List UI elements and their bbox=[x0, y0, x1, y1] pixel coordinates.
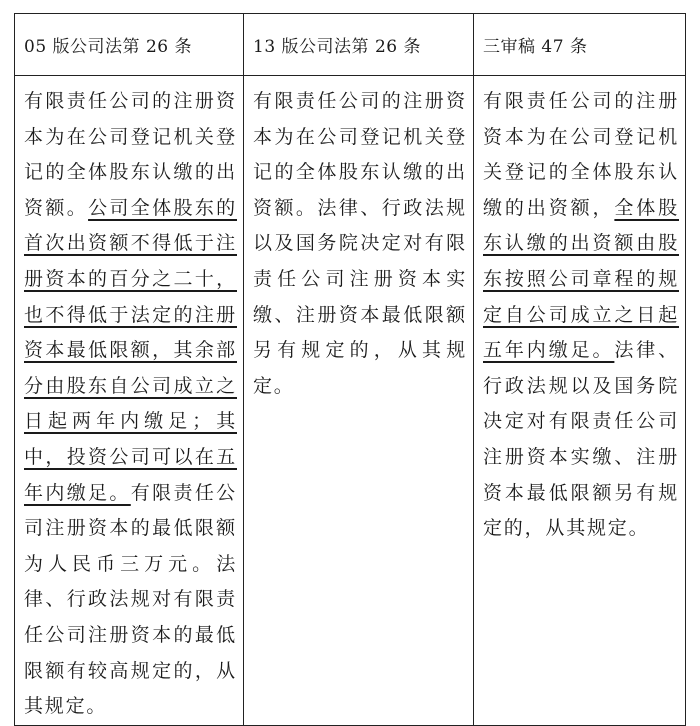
cell-draft3 bbox=[474, 76, 686, 726]
text-draft3-post: 法律、行政法规以及国务院决定对有限责任公司注册资本实缴、注册资本最低限额另有规定的，从其规定。 bbox=[483, 339, 679, 540]
header-2005: 05 版公司法第 26 条 bbox=[15, 14, 244, 76]
text-2005-post: 有限责任公司注册资本的最低限额为人民币三万元。法律、行政法规对有限责任公司注册资本的最低限额有较高规定的，从其规定。 bbox=[24, 481, 237, 718]
content-row bbox=[15, 76, 686, 726]
text-2005 bbox=[24, 84, 237, 725]
cell-2013 bbox=[244, 76, 474, 726]
text-draft3-pre: 有限责任公司的注册资本为在公司登记机关登记的全体股东认缴的出资额， bbox=[483, 90, 679, 219]
text-2013: 有限责任公司的注册资本为在公司登记机关登记的全体股东认缴的出资额。法律、行政法规以及国务院决定对有限责任公司注册资本实缴、注册资本最低限额另有规定的，从其规定。 bbox=[253, 90, 467, 397]
header-2013: 13 版公司法第 26 条 bbox=[244, 14, 474, 76]
comparison-table bbox=[14, 13, 686, 726]
cell-2005 bbox=[15, 76, 244, 726]
text-2005-pre: 有限责任公司的注册资本为在公司登记机关登记的全体股东认缴的出资额。 bbox=[24, 90, 237, 219]
text-2005-underlined: 公司全体股东的首次出资额不得低于注册资本的百分之二十，也不得低于法定的注册资本最低限额，其余部分由股东自公司成立之日起两年内缴足；其中，投资公司可以在五年内缴足。 bbox=[24, 196, 237, 504]
text-draft3-underlined: 全体股东认缴的出资额由股东按照公司章程的规定自公司成立之日起五年内缴足。 bbox=[483, 196, 679, 362]
header-draft3: 三审稿 47 条 bbox=[474, 14, 686, 76]
header-row bbox=[15, 14, 686, 76]
text-draft3 bbox=[483, 84, 679, 547]
